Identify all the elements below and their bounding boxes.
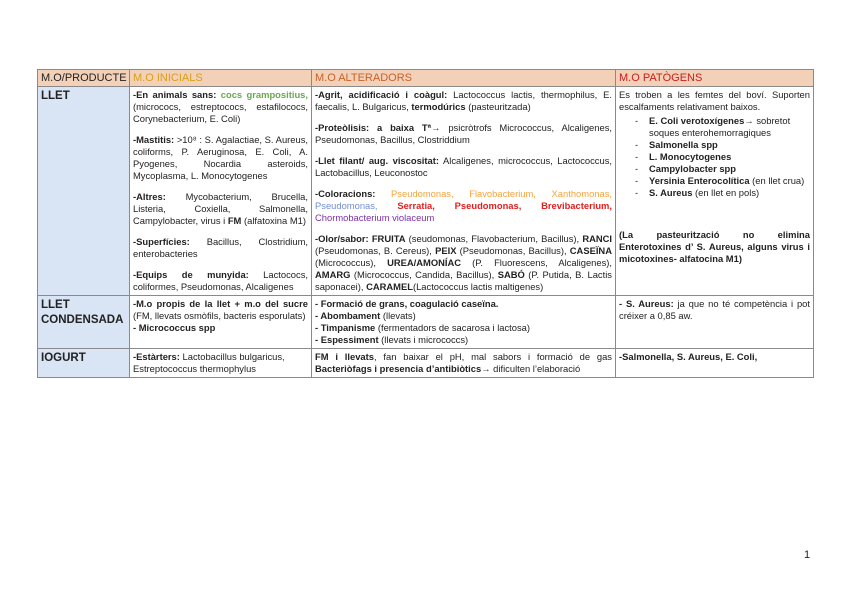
list-item: - L. Monocytogenes [649, 151, 810, 163]
row-label-llet: LLET [38, 87, 130, 296]
row-label-iogurt: IOGURT [38, 349, 130, 378]
list-item: - S. Aureus (en llet en pols) [649, 187, 810, 199]
patogens-list [619, 115, 810, 199]
row-llet [38, 87, 814, 296]
list-item: - Yersinia Enterocolítica (en llet crua) [649, 175, 810, 187]
header-patogens: M.O PATÒGENS [616, 70, 814, 87]
header-product: M.O/PRODUCTE [38, 70, 130, 87]
list-item: - E. Coli verotoxígenes→ sobretot soques enterohemorragiques [649, 115, 810, 139]
iogurt-patogens-cell: -Salmonella, S. Aureus, E. Coli, [616, 349, 814, 378]
llet-alteradors-cell: -Agrit, acidificació i coàgul: Lactococcus lactis, thermophilus, E. faecalis, L. Bulgaricus, termodúrics (pasteuritzada) -Proteòlisis: a baixa Tª→ psicròtrofs Micrococcus, Alcaligenes, Pseudomonas, Bacillus, Clostriddium -Llet filant/ aug. viscositat: Alcaligenes, micrococcus, Lactococcus, Lactobacillus, Leuconostoc -Coloracions: Pseudomonas, Flavobacterium, Xanthomonas, Pseudomonas, Serratia, Pseudomonas, Brevibacterium, Chormobacterium violaceum -Olor/sabor: FRUITA (seudomonas, Flavobacterium, Bacillus), RANCI (Pseudomonas, B. Cereus), PEIX (Pseudomonas, Bacillus), CASEÏNA (Micrococcus), UREA/AMONÍAC (P. Fluorescens, Alcaligenes), AMARG (Micrococcus, Candida, Bacillus), SABÓ (P. Putida, B. Lactis saponacei), CARAMEL(Lactococcus lactis maltigenes) [312, 87, 616, 296]
iogurt-inicials-cell: -Estàrters: Lactobacillus bulgaricus, Estreptococcus thermophylus [130, 349, 312, 378]
list-item: - Campylobacter spp [649, 163, 810, 175]
list-item: - Salmonella spp [649, 139, 810, 151]
condensada-alteradors-cell: - Formació de grans, coagulació caseïna. - Abombament (llevats) - Timpanisme (fermentadors de sacarosa i lactosa) - Espessiment (llevats i micrococcs) [312, 296, 616, 349]
condensada-patogens-cell: - S. Aureus: ja que no té competència i pot créixer a 0,85 aw. [616, 296, 814, 349]
row-label-condensada: LLET CONDENSADA [38, 296, 130, 349]
row-condensada [38, 296, 814, 349]
header-alteradors: M.O ALTERADORS [312, 70, 616, 87]
iogurt-alteradors-cell: FM i llevats, fan baixar el pH, mal sabors i formació de gas Bacteriòfags i presencia d’antibiòtics→ dificulten l’elaboració [312, 349, 616, 378]
header-row [38, 70, 814, 87]
page-number: 1 [804, 549, 811, 561]
header-inicials: M.O INICIALS [130, 70, 312, 87]
microorganisms-table [37, 69, 814, 378]
row-iogurt [38, 349, 814, 378]
llet-inicials-cell: -En animals sans: cocs grampositius, (micrococs, estreptococs, estafilococs, Corynebacterium, E. Coli) -Mastitis: >10⁸ : S. Agalactiae, S. Aureus, coliforms, P. Aeruginosa, E. Coli, A. Pyogenes, Nocardia asteroids, Mycoplasma, L. Monocytogenes -Altres: Mycobacterium, Brucella, Listeria, Coxiella, Salmonella, Campylobacter, virus i FM (alfatoxina M1) -Superfícies: Bacillus, Clostridium, enterobacteries -Equips de munyida: Lactococs, coliformes, Pseudomonas, Alcaligenes [130, 87, 312, 296]
condensada-inicials-cell: -M.o propis de la llet + m.o del sucre (FM, llevats osmòfils, bacteris esporulats) - Micrococcus spp [130, 296, 312, 349]
llet-patogens-cell: Es troben a les femtes del boví. Suporten escalfaments relativament baixos. - E. Coli verotoxígenes→ sobretot soques enterohemorragiques - Salmonella spp - L. Monocytogenes - Campylobacter spp - Yersinia Enterocolítica (en llet crua) - S. Aureus (en llet en pols) (La pasteurització no elimina Enterotoxines d’ S. Aureus, alguns virus i micotoxines- alfatocina M1) [616, 87, 814, 296]
